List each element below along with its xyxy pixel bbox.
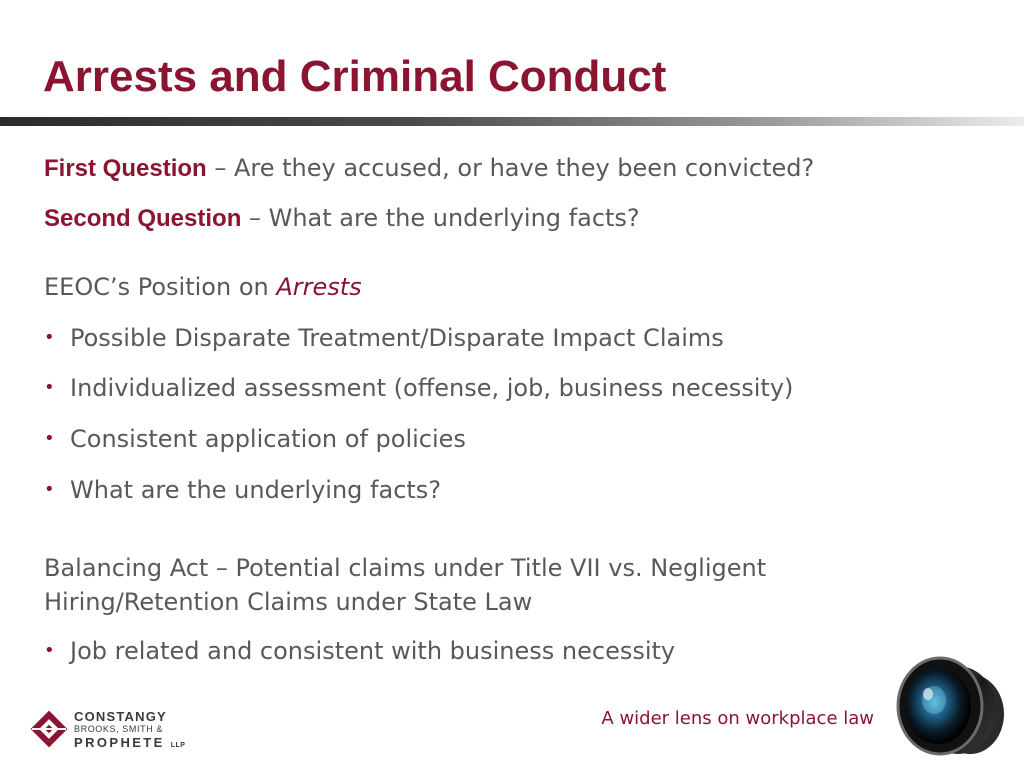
logo-line-1: CONSTANGY: [74, 709, 167, 724]
bullet-dot-icon: •: [44, 428, 55, 449]
bullet-dot-icon: •: [44, 640, 55, 661]
eeoc-heading-emphasis: Arrests: [276, 273, 362, 301]
second-question: [44, 204, 640, 233]
bullet-dot-icon: •: [44, 377, 55, 398]
camera-lens-icon: [888, 652, 1008, 762]
eeoc-bullet-1-text: Possible Disparate Treatment/Disparate Impact Claims: [70, 324, 724, 352]
eeoc-bullet-4: [44, 476, 441, 504]
slide-title: Arrests and Criminal Conduct: [43, 52, 667, 101]
first-question-label: First Question: [44, 155, 207, 182]
logo-line-3: [74, 736, 185, 749]
logo-suffix: LLP: [170, 742, 186, 749]
footer-tagline: A wider lens on workplace law: [601, 708, 874, 729]
constangy-diamond-logo-icon: [28, 708, 70, 750]
eeoc-bullet-1: [44, 324, 724, 352]
bullet-dot-icon: •: [44, 327, 55, 348]
second-question-text: – What are the underlying facts?: [241, 204, 640, 232]
eeoc-bullet-3-text: Consistent application of policies: [70, 425, 466, 453]
logo-line-2: BROOKS, SMITH &: [74, 724, 164, 734]
eeoc-bullet-4-text: What are the underlying facts?: [70, 476, 442, 504]
firm-logo: [28, 708, 228, 750]
second-question-label: Second Question: [44, 205, 242, 232]
first-question: [44, 154, 814, 183]
balancing-act-paragraph: Balancing Act – Potential claims under Title VII vs. Negligent Hiring/Retention Claims under State Law: [44, 554, 767, 616]
balancing-bullet-1-text: Job related and consistent with business necessity: [70, 637, 676, 665]
eeoc-bullet-2-text: Individualized assessment (offense, job, business necessity): [70, 374, 794, 402]
eeoc-bullet-3: [44, 425, 466, 453]
eeoc-heading: [44, 273, 362, 301]
eeoc-bullet-2: [44, 374, 793, 402]
balancing-bullet-1: [44, 637, 675, 665]
eeoc-heading-prefix: EEOC’s Position on: [44, 273, 277, 301]
firm-logo-text: [74, 710, 185, 749]
first-question-text: – Are they accused, or have they been convicted?: [206, 154, 815, 182]
logo-line-3-name: PROPHETE: [74, 735, 165, 750]
bullet-dot-icon: •: [44, 479, 55, 500]
title-divider: [0, 117, 1024, 126]
